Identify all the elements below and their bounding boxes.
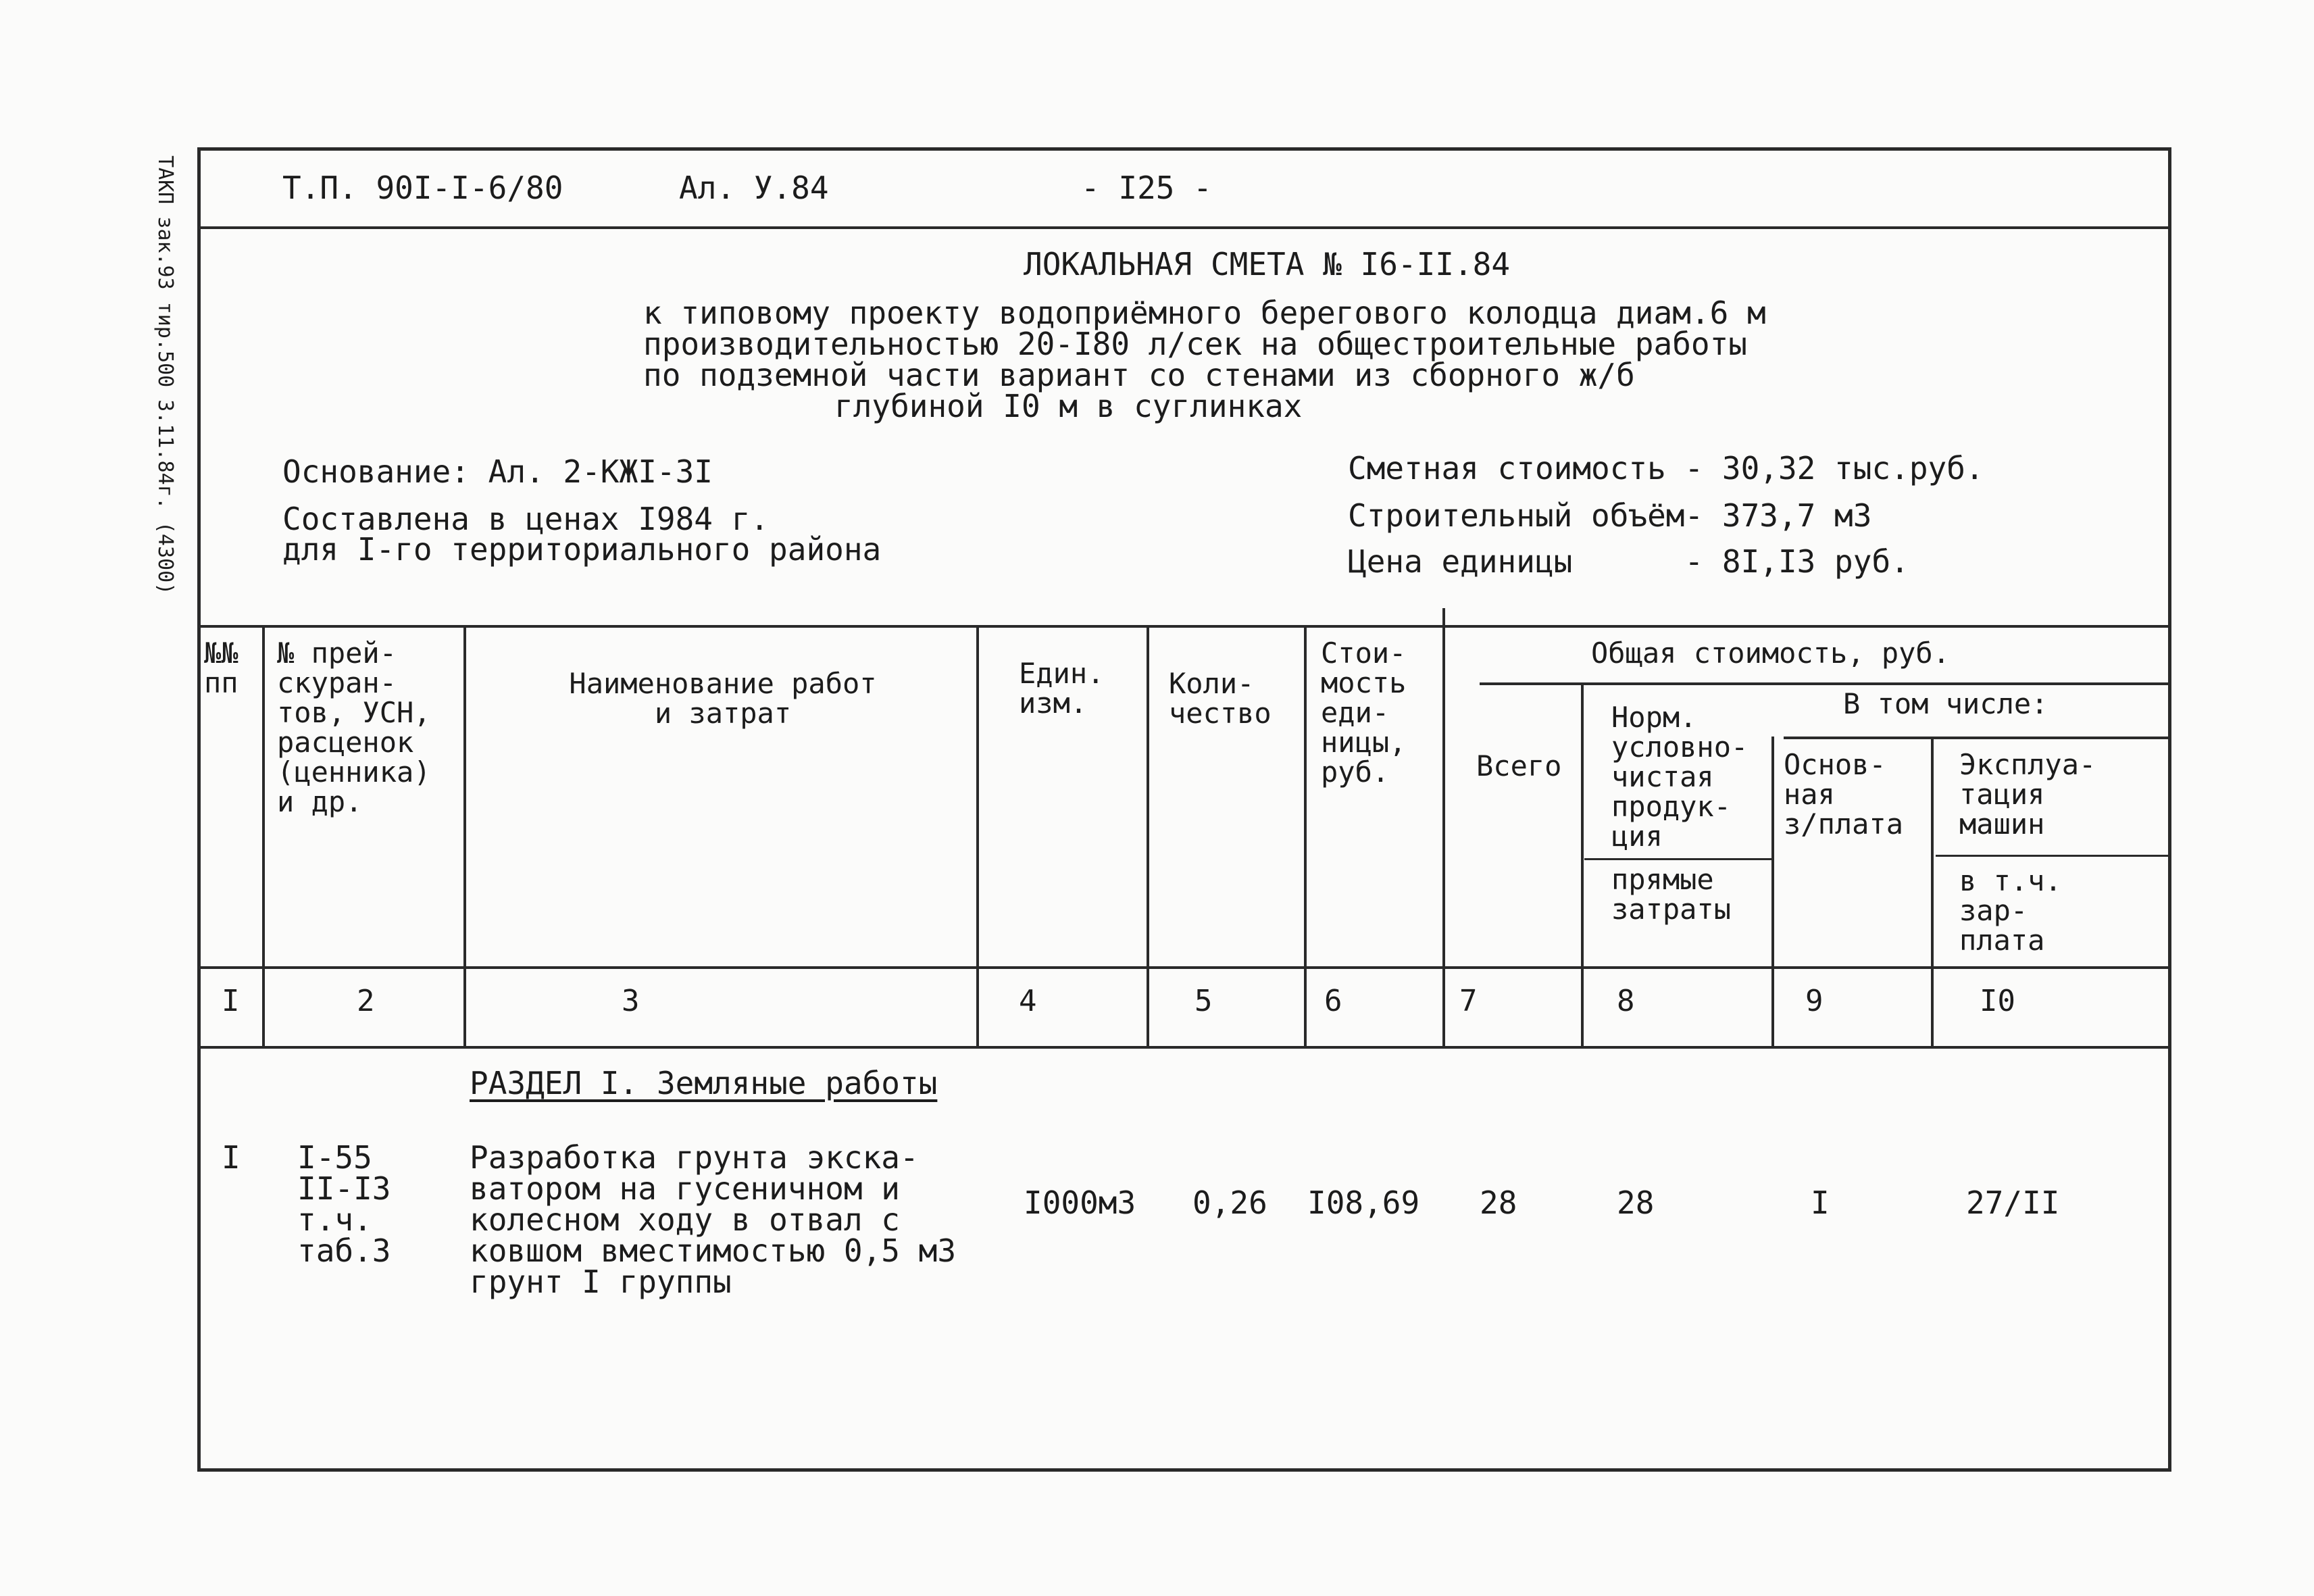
direct-split-line — [1584, 858, 1774, 860]
construction-volume: Строительный объём- 373,7 м3 — [1348, 497, 1872, 534]
price-level: Составлена в ценах I984 г. — [282, 501, 770, 537]
margin-print-note: ТАКП зак.93 тир.500 3.11.84г. (4300) — [153, 155, 177, 595]
title-line-3: по подземной части вариант со стенами из сборного ж/б — [643, 357, 1635, 393]
header-work-name: Наименование работ и затрат — [569, 667, 877, 730]
column-number: 6 — [1324, 984, 1342, 1018]
column-number: 2 — [357, 984, 375, 1018]
header-total: Всего — [1476, 749, 1562, 782]
header-net-output: Норм. условно- чистая продук- ция — [1611, 701, 1749, 853]
header-machine-wage: в т.ч. зар- плата — [1959, 864, 2062, 957]
header-total-cost-group: Общая стоимость, руб. — [1591, 637, 1951, 670]
row-work-name: Разработка грунта экска- ватором на гусеничном и колесном ходу в отвал с ковшом вместимостью 0,5 м3 грунт I группы — [470, 1139, 957, 1300]
row-unit-cost: I08,69 — [1307, 1184, 1420, 1221]
col-divider-1 — [262, 625, 265, 1047]
section-title: РАЗДЕЛ I. Земляные работы — [470, 1065, 938, 1101]
header-base-wage: Основ- ная з/плата — [1784, 748, 1904, 841]
table-top-line — [201, 625, 2168, 628]
title-line-4: глубиной I0 м в суглинках — [834, 388, 1303, 424]
header-unit-cost: Стои- мость еди- ницы, руб. — [1321, 637, 1407, 789]
estimated-cost: Сметная стоимость - 30,32 тыс.руб. — [1348, 450, 1984, 487]
header-machine-operation: Эксплуа- тация машин — [1959, 748, 2096, 841]
column-number: 9 — [1805, 984, 1823, 1018]
col-divider-5 — [1304, 625, 1307, 1047]
col-divider-8 — [1771, 737, 1774, 1047]
header-item-number: №№ пп — [204, 637, 238, 699]
col-divider-9 — [1931, 737, 1934, 1047]
column-number: 4 — [1019, 984, 1037, 1018]
row-machine-cost: 27/II — [1966, 1184, 2060, 1221]
page-number: - I25 - — [1081, 170, 1212, 206]
header-direct-costs: прямые затраты — [1611, 863, 1732, 926]
territorial-region: для I-го территориального района — [282, 531, 882, 568]
header-quantity: Коли- чество — [1169, 667, 1272, 730]
row-quantity: 0,26 — [1192, 1184, 1267, 1221]
column-number: 7 — [1459, 984, 1478, 1018]
unit-price: Цена единицы - 8I,I3 руб. — [1348, 543, 1909, 580]
row-price-ref: I-55 II-I3 т.ч. таб.3 — [297, 1139, 391, 1269]
column-number: 8 — [1617, 984, 1635, 1018]
column-number: 5 — [1194, 984, 1213, 1018]
numbers-bottom-line — [201, 1046, 2168, 1049]
incl-group-line — [1784, 737, 2168, 739]
header-divider — [201, 226, 2168, 229]
col-divider-4 — [1147, 625, 1149, 1047]
row-base-wage: I — [1811, 1184, 1830, 1221]
row-total: 28 — [1480, 1184, 1517, 1221]
column-number: 3 — [622, 984, 640, 1018]
col-divider-3 — [976, 625, 979, 1047]
album-ref: Ал. У.84 — [679, 170, 829, 206]
estimate-heading: ЛОКАЛЬНАЯ СМЕТА № I6-II.84 — [1024, 246, 1511, 282]
title-line-1: к типовому проекту водоприёмного берегового колодца диам.6 м — [643, 295, 1766, 331]
header-bottom-line — [201, 966, 2168, 969]
basis-reference: Основание: Ал. 2-КЖI-3I — [282, 453, 713, 490]
col-divider-2 — [463, 625, 466, 1047]
col-divider-6 — [1442, 608, 1445, 1047]
project-code: Т.П. 90I-I-6/80 — [282, 170, 563, 206]
column-number: I — [222, 984, 240, 1018]
header-including-group: В том числе: — [1843, 687, 2048, 720]
machines-split-line — [1936, 855, 2168, 857]
col-divider-7 — [1581, 682, 1584, 1047]
header-unit: Един. изм. — [1019, 657, 1105, 720]
column-number: I0 — [1980, 984, 2015, 1018]
row-direct-costs: 28 — [1617, 1184, 1655, 1221]
row-number: I — [222, 1139, 241, 1176]
title-line-2: производительностью 20-I80 л/сек на общестроительные работы — [643, 326, 1747, 362]
header-price-list-ref: № прей- скуран- тов, УСН, расценок (ценника) и др. — [277, 637, 431, 818]
row-unit: I000м3 — [1024, 1184, 1136, 1221]
